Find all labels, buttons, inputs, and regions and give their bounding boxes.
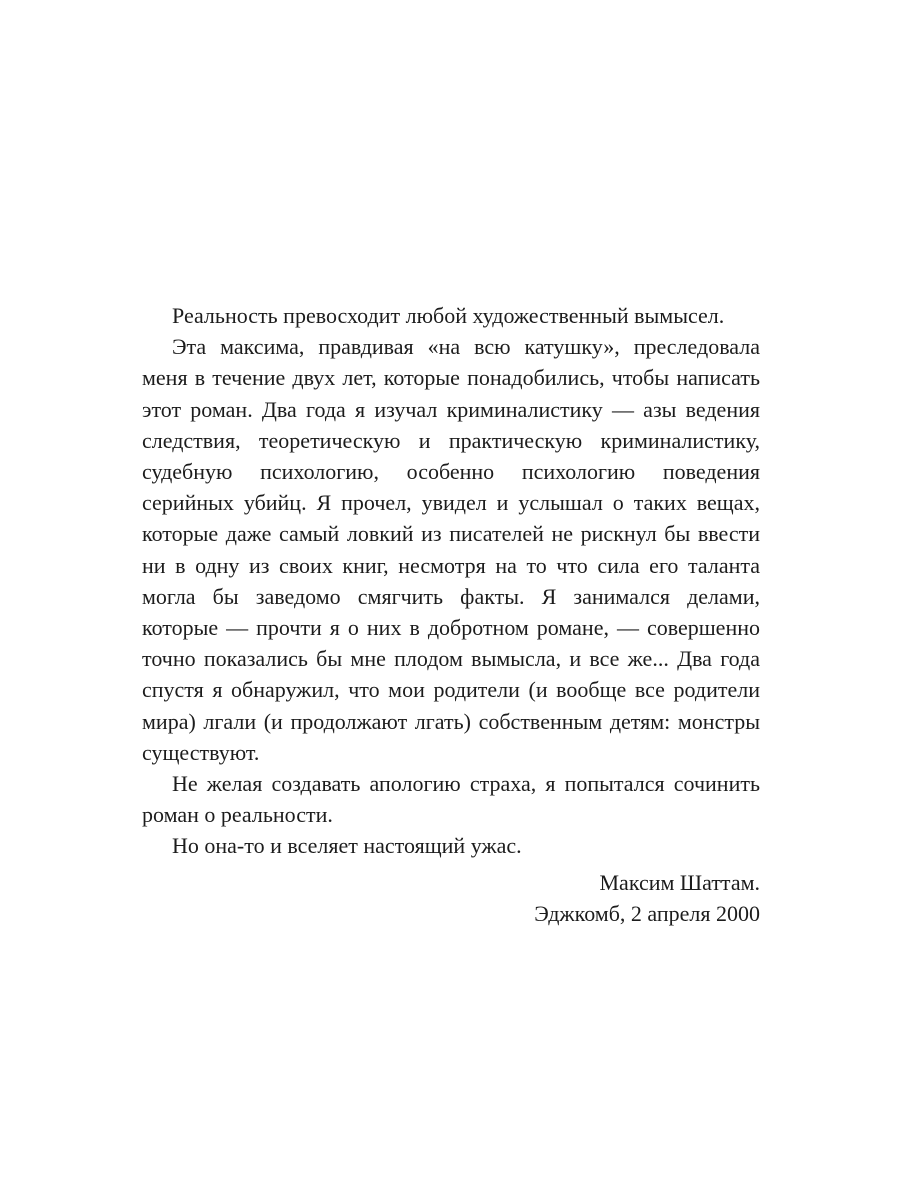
signature-place-date: Эджкомб, 2 апреля 2000 — [534, 900, 760, 926]
signature-author: Максим Шаттам. — [599, 869, 760, 895]
epigraph-paragraph-4: Но она-то и вселяет настоящий ужас. — [172, 833, 522, 859]
epigraph-paragraph-3: Не желая создавать апологию страха, я попытался сочинить роман о реальности. — [142, 771, 760, 828]
epigraph-paragraph-1: Реальность превосходит любой художественный вымысел. — [172, 303, 725, 328]
epigraph-paragraph-2: Эта максима, правдивая «на всю катушку», преследовала меня в течение двух лет, которые понадобились, чтобы написать этот роман. Два года я изучал криминалистику — азы ведения следствия, теоретическую и практическую криминалистику, судебную психологию, особенно психологию поведения серийных убийц. Я прочел, увидел и услышал о таких вещах, которые даже самый ловкий из писателей не рискнул бы ввести ни в одну из своих книг, несмотря на то что сила его таланта могла бы заведомо смягчить факты. Я занимался делами, которые — прочти я о них в добротном романе, — совершенно точно показались бы мне плодом вымысла, и все же... Два года спустя я обнаружил, что мои родители (и вообще все родители мира) лгали (и продолжают лгать) собственным детям: монстры существуют. — [142, 334, 760, 765]
signature — [142, 867, 760, 929]
epigraph-block — [142, 300, 760, 929]
